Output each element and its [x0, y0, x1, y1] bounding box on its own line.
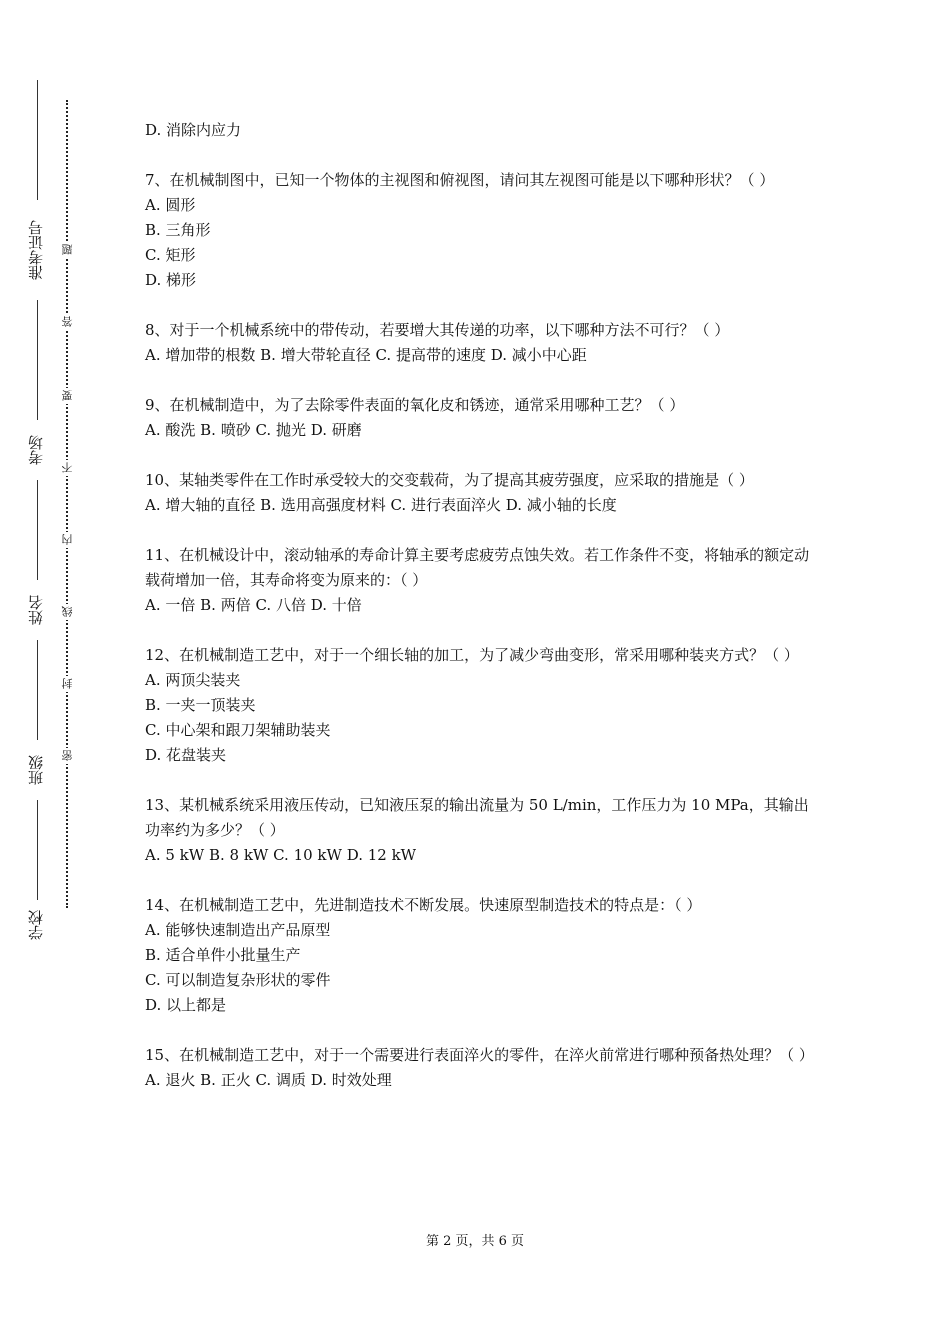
question-11 [145, 543, 815, 618]
exam-room-label: 考场 [27, 435, 45, 465]
option: A. 两顶尖装夹 [145, 671, 241, 689]
option: A. 能够快速制造出产品原型 [145, 921, 331, 939]
option: C. 可以制造复杂形状的零件 [145, 971, 331, 989]
options-line: A. 酸洗 B. 喷砂 C. 抛光 D. 研磨 [145, 421, 362, 439]
question-14 [145, 893, 815, 1018]
question-stem: 7、在机械制图中，已知一个物体的主视图和俯视图，请问其左视图可能是以下哪种形状？（ ） [145, 171, 775, 189]
exam-content [145, 118, 815, 1118]
options-line: A. 5 kW B. 8 kW C. 10 kW D. 12 kW [145, 846, 417, 864]
margin-line [37, 800, 38, 900]
seal-char: 要 [60, 388, 74, 404]
margin-line [37, 640, 38, 740]
options-line: A. 一倍 B. 两倍 C. 八倍 D. 十倍 [145, 596, 362, 614]
option: D. 梯形 [145, 271, 197, 289]
option: A. 圆形 [145, 196, 196, 214]
option: D. 以上都是 [145, 996, 227, 1014]
question-stem: 8、对于一个机械系统中的带传动，若要增大其传递的功率，以下哪种方法不可行？（ ） [145, 321, 730, 339]
seal-char: 不 [60, 460, 74, 476]
option: B. 适合单件小批量生产 [145, 946, 301, 964]
question-stem: 13、某机械系统采用液压传动，已知液压泵的输出流量为 50 L/min，工作压力为 10 MPa，其输出功率约为多少？（ ） [145, 796, 809, 839]
option: D. 消除内应力 [145, 121, 242, 139]
question-12 [145, 643, 815, 768]
option: B. 三角形 [145, 221, 211, 239]
question-9 [145, 393, 815, 443]
name-label: 姓名 [27, 595, 45, 625]
seal-char: 线 [60, 604, 74, 620]
page-number: 第 2 页，共 6 页 [425, 1234, 525, 1249]
seal-char: 题 [60, 242, 74, 258]
question-stem: 10、某轴类零件在工作时承受较大的交变载荷，为了提高其疲劳强度，应采取的措施是（ ） [145, 471, 754, 489]
school-label: 学校 [27, 910, 45, 940]
margin-line [37, 80, 38, 200]
margin-line [37, 300, 38, 420]
options-line: A. 退火 B. 正火 C. 调质 D. 时效处理 [145, 1071, 392, 1089]
margin-line [37, 480, 38, 580]
option: D. 花盘装夹 [145, 746, 227, 764]
question-8 [145, 318, 815, 368]
question-6-tail [145, 118, 815, 143]
seal-char: 封 [60, 676, 74, 692]
seal-char: 密 [60, 748, 74, 764]
student-info-margin [24, 80, 48, 940]
question-stem: 11、在机械设计中，滚动轴承的寿命计算主要考虑疲劳点蚀失效。若工作条件不变，将轴承的额定动载荷增加一倍，其寿命将变为原来的：（ ） [145, 546, 810, 589]
option: C. 中心架和跟刀架辅助装夹 [145, 721, 331, 739]
question-stem: 9、在机械制造中，为了去除零件表面的氧化皮和锈迹，通常采用哪种工艺？（ ） [145, 396, 685, 414]
options-line: A. 增大轴的直径 B. 选用高强度材料 C. 进行表面淬火 D. 减小轴的长度 [145, 496, 617, 514]
option: C. 矩形 [145, 246, 196, 264]
question-13 [145, 793, 815, 868]
question-stem: 14、在机械制造工艺中，先进制造技术不断发展。快速原型制造技术的特点是：（ ） [145, 896, 702, 914]
class-label: 班级 [27, 755, 45, 785]
seal-dotted-line [66, 100, 68, 908]
question-stem: 15、在机械制造工艺中，对于一个需要进行表面淬火的零件，在淬火前常进行哪种预备热处理？（ ） [145, 1046, 814, 1064]
seal-char: 答 [60, 314, 74, 330]
question-7 [145, 168, 815, 293]
seal-char: 内 [60, 532, 74, 548]
question-10 [145, 468, 815, 518]
question-stem: 12、在机械制造工艺中，对于一个细长轴的加工，为了减少弯曲变形，常采用哪种装夹方式？（ ） [145, 646, 799, 664]
options-line: A. 增加带的根数 B. 增大带轮直径 C. 提高带的速度 D. 减小中心距 [145, 346, 587, 364]
seal-line [60, 100, 74, 908]
option: B. 一夹一顶装夹 [145, 696, 256, 714]
exam-number-label: 准考证号 [27, 220, 45, 280]
question-15 [145, 1043, 815, 1093]
